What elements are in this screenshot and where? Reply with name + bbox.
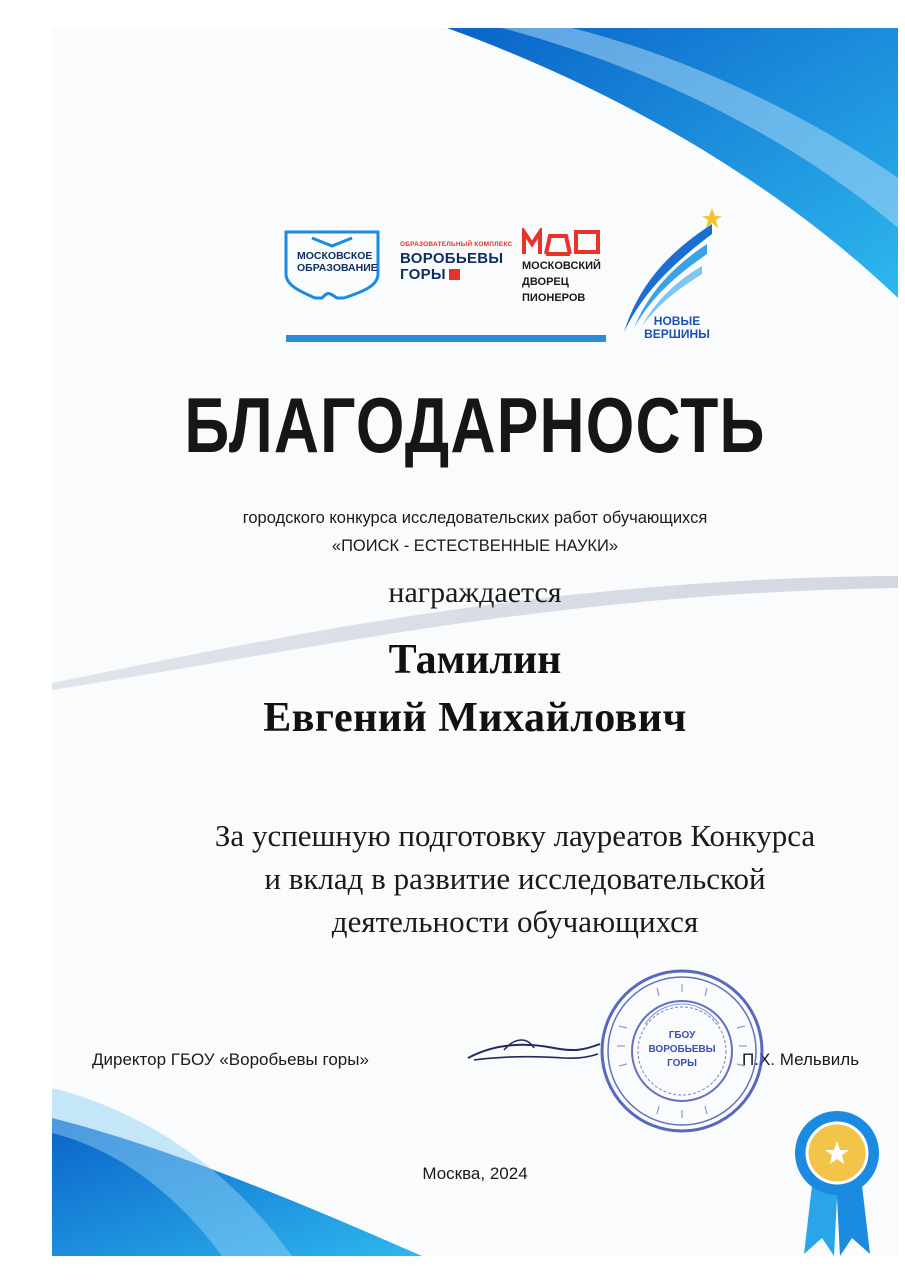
- vorobyovy-line-2: ГОРЫ: [400, 267, 503, 283]
- award-reason-line-3: деятельности обучающихся: [331, 904, 699, 939]
- vorobyovy-red-mark-icon: [449, 269, 460, 280]
- medal-rosette-icon: [792, 1108, 882, 1256]
- award-reason: [92, 814, 898, 943]
- certificate-sheet: [52, 28, 898, 1256]
- mdp-line-2: ДВОРЕЦ: [522, 276, 569, 288]
- official-round-stamp: [597, 966, 767, 1136]
- award-reason-line-1: За успешную подготовку лауреатов Конкурса: [214, 818, 816, 853]
- vorobyovy-logo-text: [400, 251, 503, 283]
- recipient-given-names: Евгений Михайлович: [263, 695, 687, 741]
- stamp-center-line-3: ГОРЫ: [667, 1058, 697, 1069]
- contest-subtitle-line-2: «ПОИСК - ЕСТЕСТВЕННЫЕ НАУКИ»: [331, 537, 619, 555]
- mdp-line-1: МОСКОВСКИЙ: [522, 260, 601, 272]
- award-reason-line-2: и вклад в развитие исследовательской: [264, 861, 766, 896]
- certificate-title: БЛАГОДАРНОСТЬ: [184, 381, 766, 469]
- director-position: Директор ГБОУ «Воробьевы горы»: [92, 1050, 369, 1069]
- director-name: П.Х. Мельвиль: [742, 1050, 860, 1069]
- handwritten-signature: [464, 1030, 604, 1070]
- awarded-caption: награждается: [388, 576, 562, 609]
- city-year: Москва, 2024: [422, 1164, 528, 1183]
- logo-underline-bar: [286, 335, 606, 342]
- vorobyovy-line-1: ВОРОБЬЕВЫ: [400, 250, 504, 267]
- mdp-logo-icon: [522, 228, 608, 256]
- novye-vershiny-line-2: ВЕРШИНЫ: [644, 327, 710, 341]
- vorobyovy-small-caption: ОБРАЗОВАТЕЛЬНЫЙ КОМПЛЕКС: [400, 241, 513, 248]
- novye-vershiny-line-1: НОВЫЕ: [653, 314, 701, 328]
- moscow-education-line-2: ОБРАЗОВАНИЕ: [297, 262, 378, 274]
- novye-vershiny-logo-text: [642, 315, 712, 341]
- mdp-line-3: ПИОНЕРОВ: [522, 292, 586, 304]
- recipient-surname: Тамилин: [388, 637, 562, 683]
- contest-subtitle-line-1: городского конкурса исследовательских работ обучающихся: [242, 509, 708, 527]
- moscow-education-line-1: МОСКОВСКОЕ: [297, 250, 373, 262]
- mdp-logo-text: [522, 258, 601, 306]
- stamp-center-line-2: ВОРОБЬЕВЫ: [648, 1044, 716, 1055]
- moscow-education-logo-text: [297, 250, 378, 274]
- stamp-center-line-1: ГБОУ: [668, 1030, 696, 1041]
